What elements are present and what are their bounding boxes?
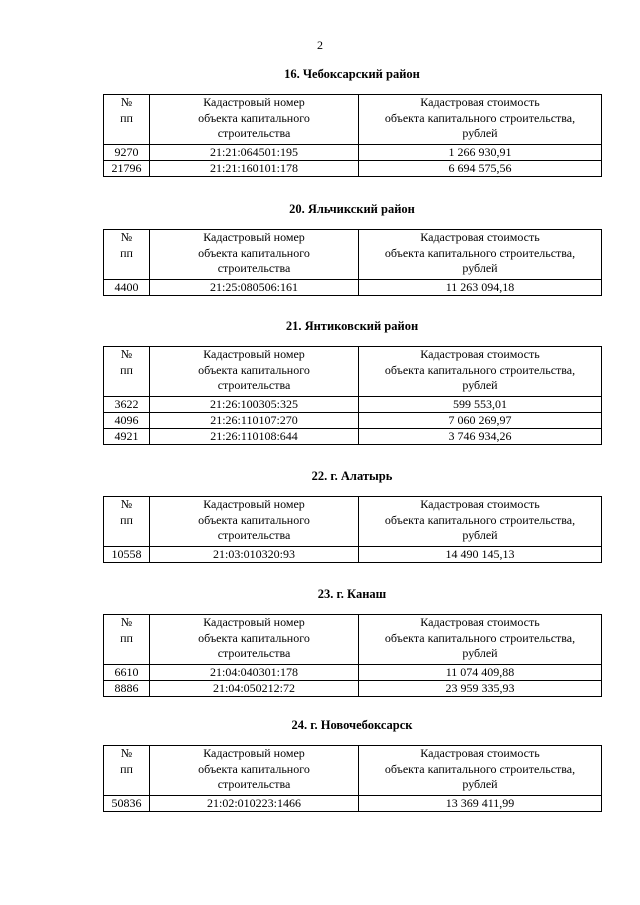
header-cadastral-number: Кадастровый номер объекта капитального строительства [150, 746, 359, 796]
section-title: 21. Янтиковский район [285, 319, 419, 333]
header-number: № пп [104, 347, 150, 397]
row-cadastral-value: 599 553,01 [359, 397, 602, 413]
row-number: 21796 [104, 161, 150, 177]
section-title: 20. Яльчикский район [289, 202, 415, 216]
cadastral-table [103, 745, 602, 812]
row-number: 10558 [104, 547, 150, 563]
row-cadastral-value: 13 369 411,99 [359, 796, 602, 812]
row-number: 4096 [104, 413, 150, 429]
table-header-row [104, 615, 602, 665]
section-title: 24. г. Новочебоксарск [291, 718, 413, 732]
row-cadastral-number: 21:04:050212:72 [150, 681, 359, 697]
header-number: № пп [104, 497, 150, 547]
header-number: № пп [104, 230, 150, 280]
section-kanash [103, 586, 601, 697]
table-row [104, 280, 602, 296]
cadastral-table [103, 94, 602, 177]
row-cadastral-number: 21:03:010320:93 [150, 547, 359, 563]
page-number: 2 [317, 38, 323, 52]
row-number: 50836 [104, 796, 150, 812]
header-cadastral-value: Кадастровая стоимость объекта капитального строительства, рублей [359, 615, 602, 665]
row-number: 4921 [104, 429, 150, 445]
row-number: 8886 [104, 681, 150, 697]
table-row [104, 413, 602, 429]
row-cadastral-number: 21:21:160101:178 [150, 161, 359, 177]
header-cadastral-value: Кадастровая стоимость объекта капитального строительства, рублей [359, 95, 602, 145]
table-row [104, 681, 602, 697]
table-row [104, 429, 602, 445]
header-cadastral-number: Кадастровый номер объекта капитального строительства [150, 497, 359, 547]
cadastral-table [103, 346, 602, 445]
header-cadastral-number: Кадастровый номер объекта капитального строительства [150, 347, 359, 397]
table-row [104, 161, 602, 177]
row-cadastral-number: 21:21:064501:195 [150, 145, 359, 161]
table-row [104, 796, 602, 812]
table-header-row [104, 497, 602, 547]
row-cadastral-value: 23 959 335,93 [359, 681, 602, 697]
row-cadastral-number: 21:26:100305:325 [150, 397, 359, 413]
section-title: 23. г. Канаш [317, 587, 387, 601]
header-number: № пп [104, 746, 150, 796]
table-header-row [104, 95, 602, 145]
row-cadastral-number: 21:26:110107:270 [150, 413, 359, 429]
table-header-row [104, 230, 602, 280]
row-cadastral-number: 21:02:010223:1466 [150, 796, 359, 812]
row-cadastral-value: 3 746 934,26 [359, 429, 602, 445]
header-number: № пп [104, 95, 150, 145]
row-cadastral-number: 21:04:040301:178 [150, 665, 359, 681]
section-yalchiki [103, 201, 601, 296]
cadastral-table [103, 229, 602, 296]
row-cadastral-value: 6 694 575,56 [359, 161, 602, 177]
table-row [104, 397, 602, 413]
row-cadastral-number: 21:25:080506:161 [150, 280, 359, 296]
row-cadastral-number: 21:26:110108:644 [150, 429, 359, 445]
row-cadastral-value: 14 490 145,13 [359, 547, 602, 563]
header-cadastral-number: Кадастровый номер объекта капитального строительства [150, 615, 359, 665]
table-header-row [104, 746, 602, 796]
header-cadastral-number: Кадастровый номер объекта капитального строительства [150, 230, 359, 280]
section-yantikovo [103, 318, 601, 445]
header-number: № пп [104, 615, 150, 665]
table-row [104, 547, 602, 563]
header-cadastral-number: Кадастровый номер объекта капитального строительства [150, 95, 359, 145]
row-cadastral-value: 11 263 094,18 [359, 280, 602, 296]
section-novocheboksarsk [103, 717, 601, 812]
table-header-row [104, 347, 602, 397]
header-cadastral-value: Кадастровая стоимость объекта капитального строительства, рублей [359, 347, 602, 397]
table-row [104, 145, 602, 161]
row-number: 3622 [104, 397, 150, 413]
cadastral-table [103, 496, 602, 563]
section-alatyr [103, 468, 601, 563]
row-number: 4400 [104, 280, 150, 296]
header-cadastral-value: Кадастровая стоимость объекта капитального строительства, рублей [359, 746, 602, 796]
row-number: 9270 [104, 145, 150, 161]
cadastral-table [103, 614, 602, 697]
section-title: 22. г. Алатырь [311, 469, 393, 483]
row-cadastral-value: 11 074 409,88 [359, 665, 602, 681]
section-chuboksary [103, 66, 601, 177]
header-cadastral-value: Кадастровая стоимость объекта капитального строительства, рублей [359, 497, 602, 547]
section-title: 16. Чебоксарский район [284, 67, 420, 81]
row-number: 6610 [104, 665, 150, 681]
row-cadastral-value: 7 060 269,97 [359, 413, 602, 429]
row-cadastral-value: 1 266 930,91 [359, 145, 602, 161]
header-cadastral-value: Кадастровая стоимость объекта капитального строительства, рублей [359, 230, 602, 280]
table-row [104, 665, 602, 681]
